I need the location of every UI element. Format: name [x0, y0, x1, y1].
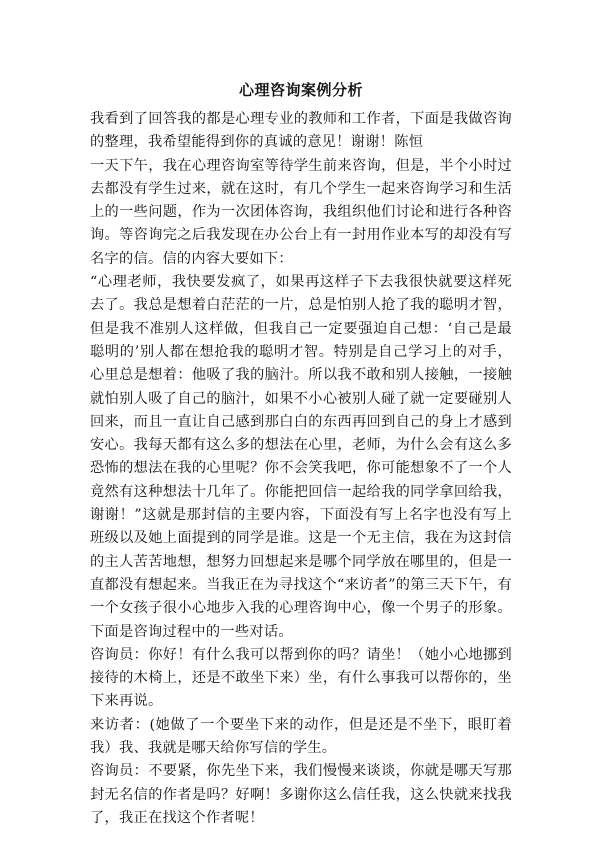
document-body [90, 108, 512, 830]
paragraph-intro: 我看到了回答我的都是心理专业的教师和工作者，下面是我做咨询的整理，我希望能得到你的真诚的意见！谢谢！陈恒 [90, 111, 512, 151]
paragraph-letter: “心理老师，我快要发疯了，如果再这样子下去我很快就要这样死去了。我总是想着白茫茫的一片，总是怕别人抢了我的聪明才智，但是我不准别人这样做，但我自己一定要强迫自己想：‘自己是最聪明的’别人都在想抢我的聪明才智。特别是自己学习上的对手，心里总是想着：他吸了我的脑汁。所以我不敢和别人接触，一接触就怕别人吸了自己的脑汁，如果不小心被别人碰了就一定要碰别人回来，而且一直让自己感到那白白的东西再回到自己的身上才感到安心。我每天都有这么多的想法在心里，老师，为什么会有这么多恐怖的想法在我的心里呢？你不会笑我吧，你可能想象不了一个人竟然有这种想法十几年了。你能把回信一起给我的同学拿回给我，谢谢！”这就是那封信的主要内容，下面没有写上名字也没有写上班级以及她上面提到的同学是谁。这是一个无主信，我在为这封信的主人苦苦地想，想努力回想起来是哪个同学放在哪里的，但是一直都没有想起来。当我正在为寻找这个“来访者”的第三天下午，有一个女孩子很小心地步入我的心理咨询中心，像一个男子的形象。下面是咨询过程中的一些对话。 [90, 274, 512, 640]
paragraph-dialogue-counselor-1: 咨询员：你好！有什么我可以帮到你的吗？请坐！（她小心地挪到接待的木椅上，还是不敢坐下来）坐，有什么事我可以帮你的，坐下来再说。 [90, 646, 512, 710]
paragraph-dialogue-counselor-2: 咨询员：不要紧，你先坐下来，我们慢慢来谈谈，你就是哪天写那封无名信的作者是吗？好啊！多谢你这么信任我，这么快就来找我了，我正在找这个作者呢！ [90, 763, 512, 826]
paragraph-background: 一天下午，我在心理咨询室等待学生前来咨询，但是，半个小时过去都没有学生过来，就在这时，有几个学生一起来咨询学习和生活上的一些问题，作为一次团体咨询，我组织他们讨论和进行各种咨询。等咨询完之后我发现在办公台上有一封用作业本写的却没有写名字的信。信的内容大要如下： [90, 157, 512, 267]
paragraph-dialogue-visitor-1: 来访者：(她做了一个要坐下来的动作，但是还是不坐下，眼盯着我）我、我就是哪天给你写信的学生。 [90, 716, 512, 757]
document-title: 心理咨询案例分析 [238, 81, 363, 99]
